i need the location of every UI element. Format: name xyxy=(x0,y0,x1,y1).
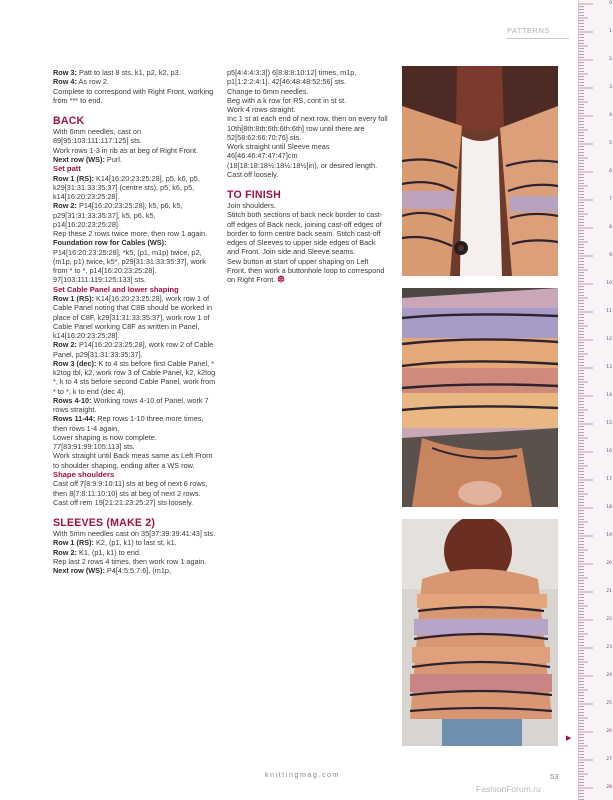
row-text: Rep these 2 rows twice more, then row 1 again. xyxy=(53,229,208,238)
row-text: With 5mm needles cast on 35[37:39:39:41:43] sts. xyxy=(53,529,216,538)
ruler-label: 13 xyxy=(606,365,612,370)
row-label: Row 1 (RS): xyxy=(53,538,94,548)
instruction-row xyxy=(53,529,218,538)
row-text: Rep rows 1-10 three more times, then rows 1-4 again. xyxy=(53,414,204,433)
row-text: P14[16:20:23:25:28], work row 2 of Cable Panel, p29[31:31:33:35:37]. xyxy=(53,340,214,359)
ruler-label: 18 xyxy=(606,505,612,510)
instruction-line: Work straight until Sleeve meas 46[46:46:47:47:47]cm (18[18:18:18½:18½:18½]in), or desired length. xyxy=(227,142,378,170)
row-label: Row 3: xyxy=(53,68,77,77)
ruler-label: 16 xyxy=(606,449,612,454)
ruler-label: 14 xyxy=(606,393,612,398)
instruction-line: Cast off 7[8:9:9:10:11] sts at beg of next 6 rows, then 8[7:8:11:10:10] sts at beg of next 2 rows. xyxy=(53,479,208,498)
ruler-label: 24 xyxy=(606,673,612,678)
ruler-label: 27 xyxy=(606,757,612,762)
row-label: Row 1 (RS): xyxy=(53,173,94,183)
instruction-row xyxy=(53,359,218,396)
instruction-line: Inc 1 st at each end of next row, then on every foll 10th[8th:8th:6th:6th:6th] row until there are 52[58:62:66:70:76] sts. xyxy=(227,114,388,142)
photo-cardigan-front xyxy=(402,66,558,276)
instruction-text: Sew button at start of upper shaping on Left Front, then work a buttonhole loop to correspond on Right Front. xyxy=(227,256,385,284)
instruction-row xyxy=(53,68,218,77)
row-text: P14[16:20:23:25:28], k5, p6, k5, p29[31:31:33:35:37], k5, p6, k5, p14[16:20:23:25:28]. xyxy=(53,201,183,229)
instruction-row xyxy=(53,548,218,557)
instruction-row xyxy=(53,566,218,575)
instruction-row xyxy=(53,229,218,238)
ruler-label: 15 xyxy=(606,421,612,426)
ruler-label: 26 xyxy=(606,729,612,734)
row-text: Patt to last 8 sts, k1, p2, k2, p3. xyxy=(76,68,181,77)
row-label: Next row (WS): xyxy=(53,154,105,164)
instruction-line: Work rows 1-3 in rib as at beg of Right Front. xyxy=(53,145,199,155)
instruction-row xyxy=(53,340,218,359)
instruction-row xyxy=(53,451,218,470)
ruler-label: 4 xyxy=(609,113,612,118)
row-label: Next row (WS): xyxy=(53,566,105,575)
ruler-label: 2 xyxy=(609,57,612,62)
yarn-ball-icon xyxy=(277,275,285,283)
ruler-label: 5 xyxy=(609,141,612,146)
ruler-label: 21 xyxy=(606,589,612,594)
row-text: K to 4 sts before first Cable Panel, * k2tog tbl, k2, work row 3 of Cable Panel, k2, k2tog *, k to 4 sts before second Cable Panel, work from * to *, k to end (dec 4). xyxy=(53,358,216,396)
text-column-1 xyxy=(53,68,218,575)
section-tab xyxy=(507,26,569,39)
ruler-label: 11 xyxy=(606,309,612,314)
ruler-label: 1 xyxy=(609,29,612,34)
ruler-label: 20 xyxy=(606,561,612,566)
measuring-ruler xyxy=(578,0,613,800)
instruction-row xyxy=(53,396,218,415)
front-end-rows xyxy=(53,68,218,105)
row-label: Row 1 (RS): xyxy=(53,294,94,303)
ruler-label: 3 xyxy=(609,85,612,90)
row-text: P4[4:5:5:7:6], (m1p, xyxy=(104,566,172,575)
ruler-label: 12 xyxy=(606,337,612,342)
instruction-row xyxy=(53,155,218,164)
photo-cardigan-back xyxy=(402,519,558,746)
row-label: Foundation row for Cables (WS): xyxy=(53,238,167,248)
row-text: K14[16:20:23:25:28], p5, k6, p5, k29[31:31:33:35:37] (centre sts), p5, k6, p5, k14[16:20:23:25:28]. xyxy=(53,173,200,201)
row-text: Working rows 4-10 of Panel, work 7 rows straight. xyxy=(53,395,209,414)
row-label: Row 3 (dec): xyxy=(53,358,97,368)
instruction-row xyxy=(53,538,218,547)
back-heading: BACK xyxy=(53,115,85,127)
finish-heading: TO FINISH xyxy=(227,189,281,201)
section-label: PATTERNS xyxy=(507,26,550,35)
cable-heading: Set Cable Panel and lower shaping xyxy=(53,284,179,294)
watermark: FashionForum.ru xyxy=(476,784,541,794)
row-text: Purl. xyxy=(104,154,122,164)
row-text: Complete to correspond with Right Front, working from *** to end. xyxy=(53,86,214,105)
ruler-label: 22 xyxy=(606,617,612,622)
row-text: K14[16:20:23:25:28], work row 1 of Cable Panel noting that C8B should be worked in place of C8F, k29[31:31:33:35:37], work row 1 of Cable Panel working C8F as written in Panel, k14[16:20:23:25:28]. xyxy=(53,294,213,340)
ruler-label: 0 xyxy=(609,1,612,6)
row-label: Rows 11-44: xyxy=(53,414,96,424)
row-text: K1, (p1, k1) to end. xyxy=(76,547,142,557)
text-column-2 xyxy=(227,68,389,284)
set-patt-heading: Set patt xyxy=(53,164,81,173)
ruler-label: 7 xyxy=(609,197,612,202)
photo-sleeve-detail xyxy=(402,288,558,507)
section-underline xyxy=(507,38,569,39)
instruction-row xyxy=(53,294,218,340)
instruction-row xyxy=(53,557,218,566)
row-label: Row 2: xyxy=(53,201,77,211)
instruction-row xyxy=(53,433,218,452)
row-label: Rows 4-10: xyxy=(53,395,92,405)
ruler-label: 19 xyxy=(606,533,612,538)
ruler-label: 6 xyxy=(609,169,612,174)
page-number: 53 xyxy=(550,772,559,781)
instruction-row xyxy=(53,174,218,202)
row-text: Rep last 2 rows 4 times, then work row 1 again. xyxy=(53,556,207,566)
row-text: Work straight until Back meas same as Left Front to shoulder shaping, ending after a WS row. xyxy=(53,451,213,470)
instruction-line: Stitch both sections of back neck border to cast-off edges of Back neck, joining cast-off edges of border to form centre back seam. Stitch cast-off edges of Sleeves to upper side edges of Back and Front. Join side and Sleeve seams. xyxy=(227,210,383,257)
ruler-label: 10 xyxy=(606,281,612,286)
row-label: Row 2: xyxy=(53,547,77,557)
ruler-label: 23 xyxy=(606,645,612,650)
sleeves-heading: SLEEVES (MAKE 2) xyxy=(53,517,156,529)
footer-url: knittingmag.com xyxy=(265,772,340,779)
triangle-right-icon: ▶ xyxy=(566,735,572,742)
instruction-row xyxy=(53,201,218,229)
instruction-row xyxy=(53,238,218,284)
ruler-label: 8 xyxy=(609,225,612,230)
ruler-ticks xyxy=(579,0,613,800)
row-text: K2, (p1, k1) to last st, k1. xyxy=(93,538,177,548)
instruction-line xyxy=(227,257,389,285)
instruction-line: Change to 6mm needles. xyxy=(227,86,309,96)
instruction-row xyxy=(53,77,218,86)
instruction-line: With 6mm needles, cast on 89[95:103:111:117:125] sts. xyxy=(53,127,142,146)
ruler-label: 25 xyxy=(606,701,612,706)
shoulders-heading: Shape shoulders xyxy=(53,469,115,479)
row-text: As row 2. xyxy=(76,77,109,87)
instruction-row xyxy=(53,87,218,106)
ruler-label: 28 xyxy=(606,785,612,790)
instruction-line: p5[4:4:4:3:3]) 6[8:8:8:10:12] times, m1p, p1[1:2:2:4:1]. 42[46:48:48:52:56] sts. xyxy=(227,68,357,87)
row-label: Row 2: xyxy=(53,340,77,350)
instruction-line: Work 4 rows straight. xyxy=(227,105,296,114)
instruction-line: Join shoulders. xyxy=(227,201,277,210)
instruction-row xyxy=(53,414,218,433)
instruction-line: Beg with a k row for RS, cont in st st. xyxy=(227,95,347,105)
row-text: Lower shaping is now complete. 77[83:91:99:105:113] sts. xyxy=(53,432,157,451)
row-text: P14[16:20:23:25:28], *k5, (p1, m1p) twice, p2, (m1p, p1) twice, k5*, p29[31:31:33:35:37], work from * to *, p14[16:20:23:25:28]. 97[103:111:119:125:133] sts. xyxy=(53,247,206,285)
instruction-line: Cast off rem 19[21:21:23:25:27] sts loosely. xyxy=(53,497,194,507)
row-label: Row 4: xyxy=(53,77,77,87)
instruction-line: Cast off loosely. xyxy=(227,169,279,179)
ruler-label: 9 xyxy=(609,253,612,258)
ruler-label: 17 xyxy=(606,477,612,482)
